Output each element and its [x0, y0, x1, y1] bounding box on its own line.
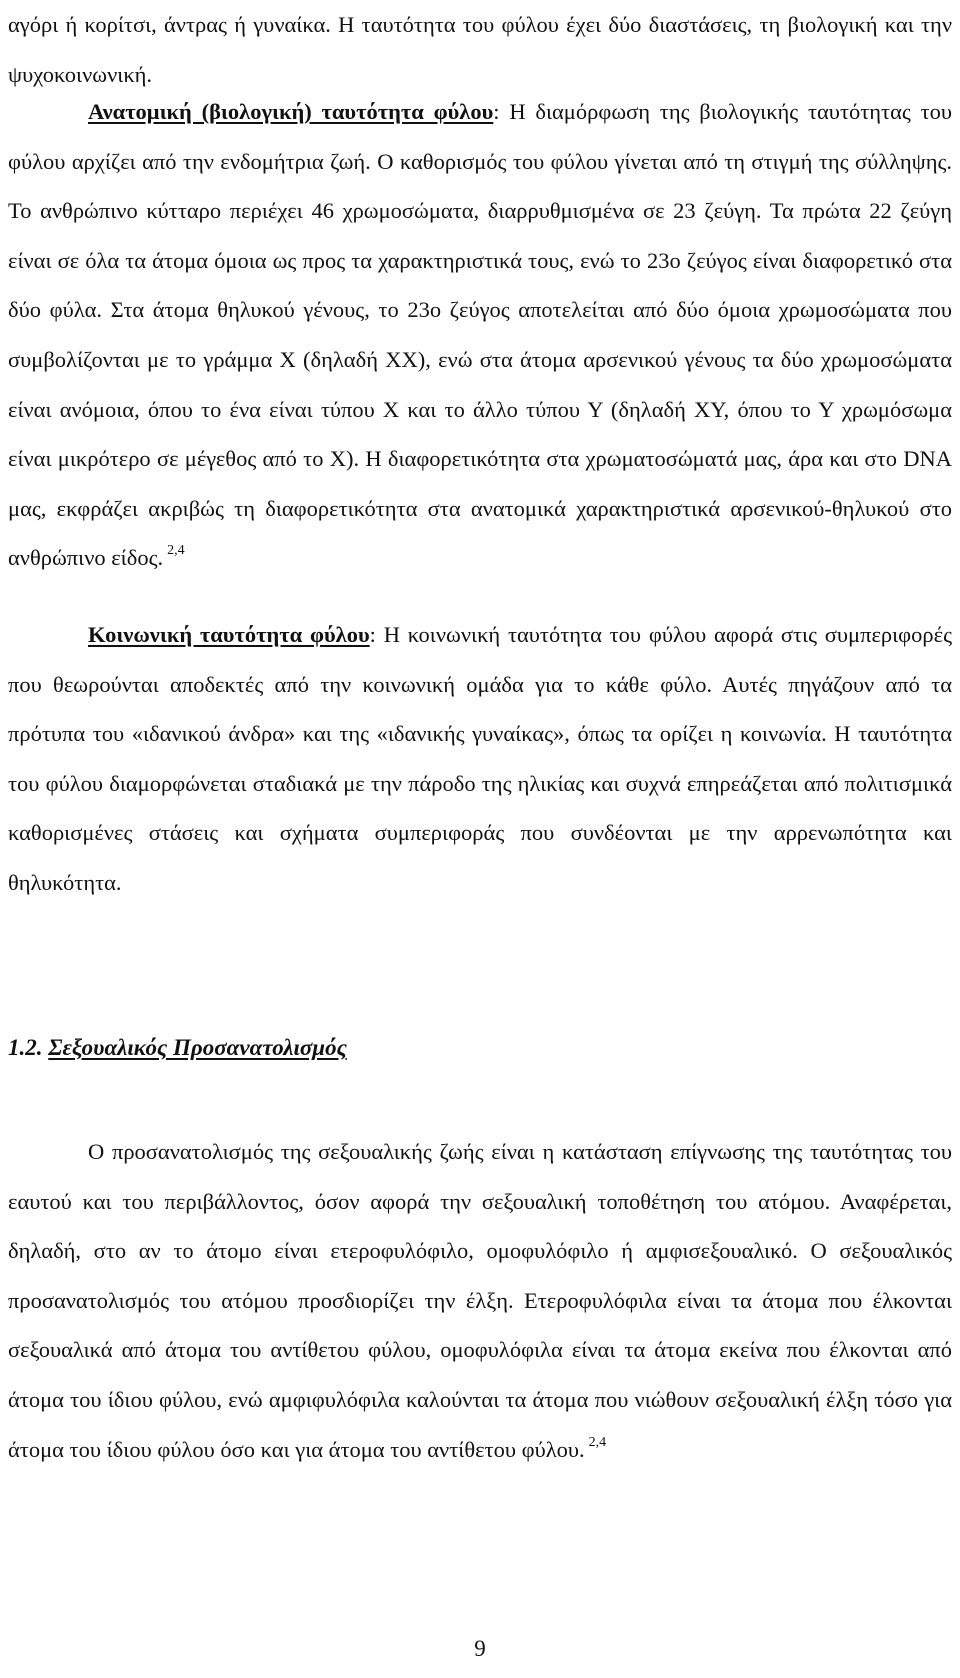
page-number: 9 [474, 1636, 486, 1661]
paragraph-intro-text: αγόρι ή κορίτσι, άντρας ή γυναίκα. Η ταυτότητα του φύλου έχει δύο διαστάσεις, τη βιολογική και την ψυχοκοινωνική. [8, 12, 952, 87]
sexual-orientation-text: Ο προσανατολισμός της σεξουαλικής ζωής είναι η κατάσταση επίγνωσης της ταυτότητας του εαυτού και του περιβάλλοντος, όσον αφορά την σεξουαλική τοποθέτηση του ατόμου. Αναφέρεται, δηλαδή, στο αν το άτομο είναι ετεροφυλόφιλο, ομοφυλόφιλο ή αμφισεξουαλικό. Ο σεξουαλικός προσανατολισμός του ατόμου προσδιορίζει την έλξη. Ετεροφυλόφιλα είναι τα άτομα που έλκονται σεξουαλικά από άτομα του αντίθετου φύλου, ομοφυλόφιλα είναι τα άτομα εκείνα που έλκονται από άτομα του ίδιου φύλου, ενώ αμφιφυλόφιλα καλούνται τα άτομα που νιώθουν σεξουαλική έλξη τόσο για άτομα του ίδιου φύλου όσο και για άτομα του αντίθετου φύλου. [8, 1139, 952, 1462]
anatomical-identity-text: Η διαμόρφωση της βιολογικής ταυτότητας του φύλου αρχίζει από την ενδομήτρια ζωή. Ο καθορισμός του φύλου γίνεται από τη στιγμή της σύλληψης. Το ανθρώπινο κύτταρο περιέχει 46 χρωμοσώματα, διαρρυθμισμένα σε 23 ζεύγη. Τα πρώτα 22 ζεύγη είναι σε όλα τα άτομα όμοια ως προς τα χαρακτηριστικά τους, ενώ το 23ο ζεύγος είναι διαφορετικό στα δύο φύλα. Στα άτομα θηλυκού γένους, το 23ο ζεύγος αποτελείται από δύο όμοια χρωμοσώματα που συμβολίζονται με το γράμμα Χ (δηλαδή ΧΧ), ενώ στα άτομα αρσενικού γένους τα δύο χρωμοσώματα είναι ανόμοια, όπου το ένα είναι τύπου Χ και το άλλο τύπου Υ (δηλαδή ΧΥ, όπου το Υ χρωμόσωμα είναι μικρότερο σε μέγεθος από το Χ). Η διαφορετικότητα στα χρωματοσώματά μας, άρα και στο DNA μας, εκφράζει ακριβώς τη διαφορετικότητα στα ανατομικά χαρακτηριστικά αρσενικού-θηλυκού στο ανθρώπινο είδος. [8, 99, 952, 571]
paragraph-intro [8, 0, 952, 99]
section-heading [8, 1035, 347, 1061]
social-identity-text: Η κοινωνική ταυτότητα του φύλου αφορά στις συμπεριφορές που θεωρούνται αποδεκτές από την κοινωνική ομάδα για το κάθε φύλο. Αυτές πηγάζουν από τα πρότυπα του «ιδανικού άνδρα» και της «ιδανικής γυναίκας», όπως τα ορίζει η κοινωνία. Η ταυτότητα του φύλου διαμορφώνεται σταδιακά με την πάροδο της ηλικίας και συχνά επηρεάζεται από πολιτισμικά καθορισμένες στάσεις και σχήματα συμπεριφοράς που συνδέονται με την αρρενωπότητα και θηλυκότητα. [8, 622, 952, 895]
anatomical-identity-term: Ανατομική (βιολογική) ταυτότητα φύλου [88, 99, 494, 124]
anatomical-identity-reference: 2,4 [167, 543, 185, 559]
social-identity-colon: : [369, 622, 376, 647]
paragraph-social-identity [8, 610, 952, 908]
section-number: 1.2. [8, 1035, 43, 1060]
anatomical-identity-colon: : [493, 99, 500, 124]
sexual-orientation-reference: 2,4 [588, 1434, 607, 1450]
social-identity-term: Κοινωνική ταυτότητα φύλου [88, 622, 370, 647]
paragraph-anatomical-identity [8, 87, 952, 587]
paragraph-sexual-orientation [8, 1127, 952, 1478]
section-title: Σεξουαλικός Προσανατολισμός [48, 1035, 347, 1060]
